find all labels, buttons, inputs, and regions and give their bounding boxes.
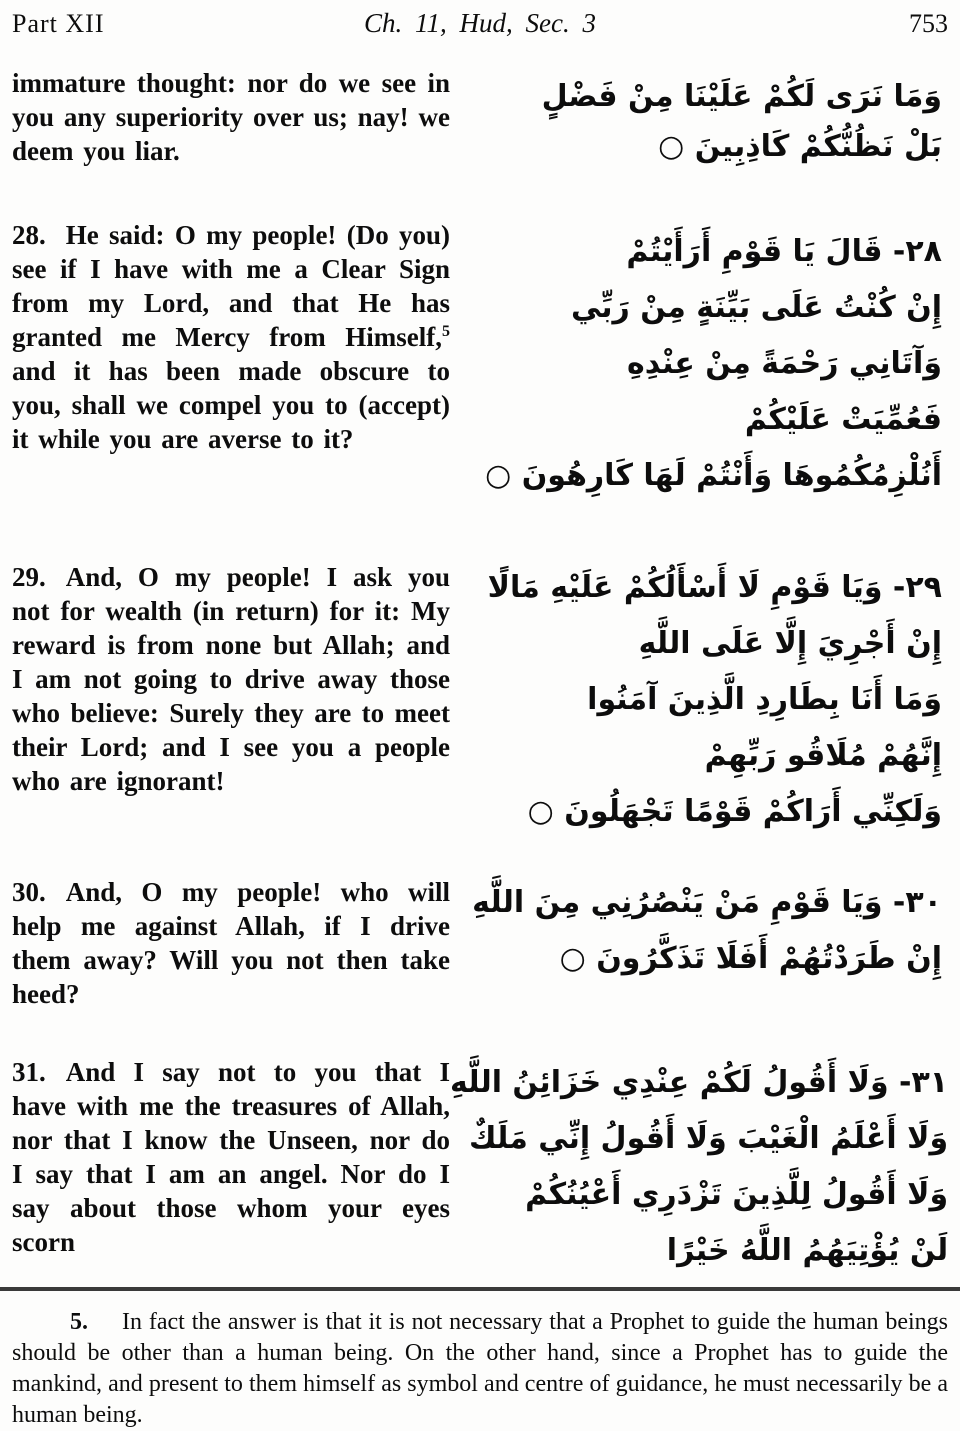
verse-row-27 (12, 66, 948, 178)
arabic-verse-27 (450, 66, 948, 178)
english-text: And I say not to you that I have with me the treasures of Allah, nor that I know the Unseen, nor do I say that I am an angel. Nor do I say about those whom your eyes scorn (12, 1057, 450, 1257)
arabic-line: إِنْ طَرَدْتُهُمْ أَفَلَا تَذَكَّرُونَ ○ (559, 941, 942, 976)
arabic-line: إِنَّهُمْ مُلَاقُو رَبِّهِمْ (704, 738, 942, 773)
arabic-line: ٢٨- قَالَ يَا قَوْمِ أَرَأَيْتُمْ (626, 234, 942, 269)
arabic-line: لَنْ يُؤْتِيَهُمُ اللَّهُ خَيْرًا (666, 1233, 949, 1268)
arabic-line: وَلَا أَقُولُ لِلَّذِينَ تَزْدَرِي أَعْيُنُكُمْ (525, 1177, 949, 1212)
arabic-line: إِنْ أَجْرِيَ إِلَّا عَلَى اللَّهِ (638, 626, 942, 661)
arabic-line: ٣٠- وَيَا قَوْمِ مَنْ يَنْصُرُنِي مِنَ اللَّهِ (472, 885, 942, 920)
footnote-divider (0, 1287, 960, 1291)
english-column (12, 66, 450, 178)
english-text: and it has been made obscure to you, shall we compel you to (accept) it while you are averse to it? (12, 356, 450, 454)
chapter-title: Ch. 11, Hud, Sec. 3 (364, 8, 596, 38)
footnote-text: In fact the answer is that it is not necessary that a Prophet to guide the human beings should be other than a human being. On the other hand, since a Prophet has to guide the mankind, and present to them himself as symbol and centre of guidance, he must necessarily be a human being. (12, 1309, 948, 1428)
part-label: Part XII (12, 9, 105, 38)
arabic-line: أَنُلْزِمُكُمُوهَا وَأَنْتُمْ لَهَا كَارِهُونَ ○ (485, 458, 942, 493)
footnote (12, 1307, 948, 1431)
arabic-line: وَمَا أَنَا بِطَارِدِ الَّذِينَ آمَنُوا (587, 682, 942, 717)
arabic-line: فَعُمِّيَتْ عَلَيْكُمْ (744, 402, 942, 437)
arabic-line: وَلَا أَعْلَمُ الْغَيْبَ وَلَا أَقُولُ إِنِّي مَلَكٌ (469, 1121, 949, 1156)
arabic-verse-30 (450, 875, 948, 1011)
arabic-verse-31 (450, 1055, 954, 1279)
arabic-line: وَلَكِنِّي أَرَاكُمْ قَوْمًا تَجْهَلُونَ ○ (527, 794, 942, 829)
english-text: He said: O my people! (Do you) see if I have with me a Clear Sign from my Lord, and that He has granted me Mercy from Himself, (12, 220, 450, 352)
english-column (12, 218, 450, 524)
verse-number: 31. (12, 1057, 46, 1087)
arabic-line: ٣١- وَلَا أَقُولُ لَكُمْ عِنْدِي خَزَائِنُ اللَّهِ (450, 1065, 949, 1100)
verse-number: 29. (12, 562, 46, 592)
english-paragraph-31 (12, 1055, 450, 1259)
verse-row-31 (12, 1055, 948, 1279)
english-text: And, O my people! who will help me against Allah, if I drive them away? Will you not then take heed? (12, 877, 450, 1009)
arabic-line: ٢٩- وَيَا قَوْمِ لَا أَسْأَلُكُمْ عَلَيْهِ مَالًا (487, 570, 942, 605)
english-text: immature thought: nor do we see in you any superiority over us; nay! we deem you liar. (12, 68, 450, 166)
verse-row-30 (12, 875, 948, 1011)
english-column (12, 560, 450, 840)
footnote-number: 5. (70, 1309, 88, 1335)
page-header (12, 8, 948, 42)
arabic-verse-28 (450, 218, 948, 524)
page-body (12, 66, 948, 1279)
verse-row-29 (12, 560, 948, 840)
english-paragraph-27 (12, 66, 450, 168)
arabic-line: وَآتَانِي رَحْمَةً مِنْ عِنْدِهِ (627, 346, 942, 381)
footnote-section (12, 1307, 948, 1431)
verse-number: 30. (12, 877, 46, 907)
arabic-line: بَلْ نَظُنُّكُمْ كَاذِبِينَ ○ (658, 129, 942, 164)
english-paragraph-28 (12, 218, 450, 456)
verse-number: 28. (12, 220, 46, 250)
footnote-reference: 5 (442, 323, 450, 340)
english-column (12, 1055, 450, 1279)
arabic-verse-29 (450, 560, 948, 840)
page-number: 753 (909, 9, 948, 38)
verse-row-28 (12, 218, 948, 524)
english-paragraph-30 (12, 875, 450, 1011)
arabic-line: إِنْ كُنْتُ عَلَى بَيِّنَةٍ مِنْ رَبِّي (570, 290, 942, 325)
arabic-line: وَمَا نَرَى لَكُمْ عَلَيْنَا مِنْ فَضْلٍ (541, 79, 942, 114)
english-column (12, 875, 450, 1011)
english-paragraph-29 (12, 560, 450, 798)
english-text: And, O my people! I ask you not for wealth (in return) for it: My reward is from none but Allah; and I am not going to drive away those who believe: Surely they are to meet their Lord; and I see you a people who are ignorant! (12, 562, 450, 796)
